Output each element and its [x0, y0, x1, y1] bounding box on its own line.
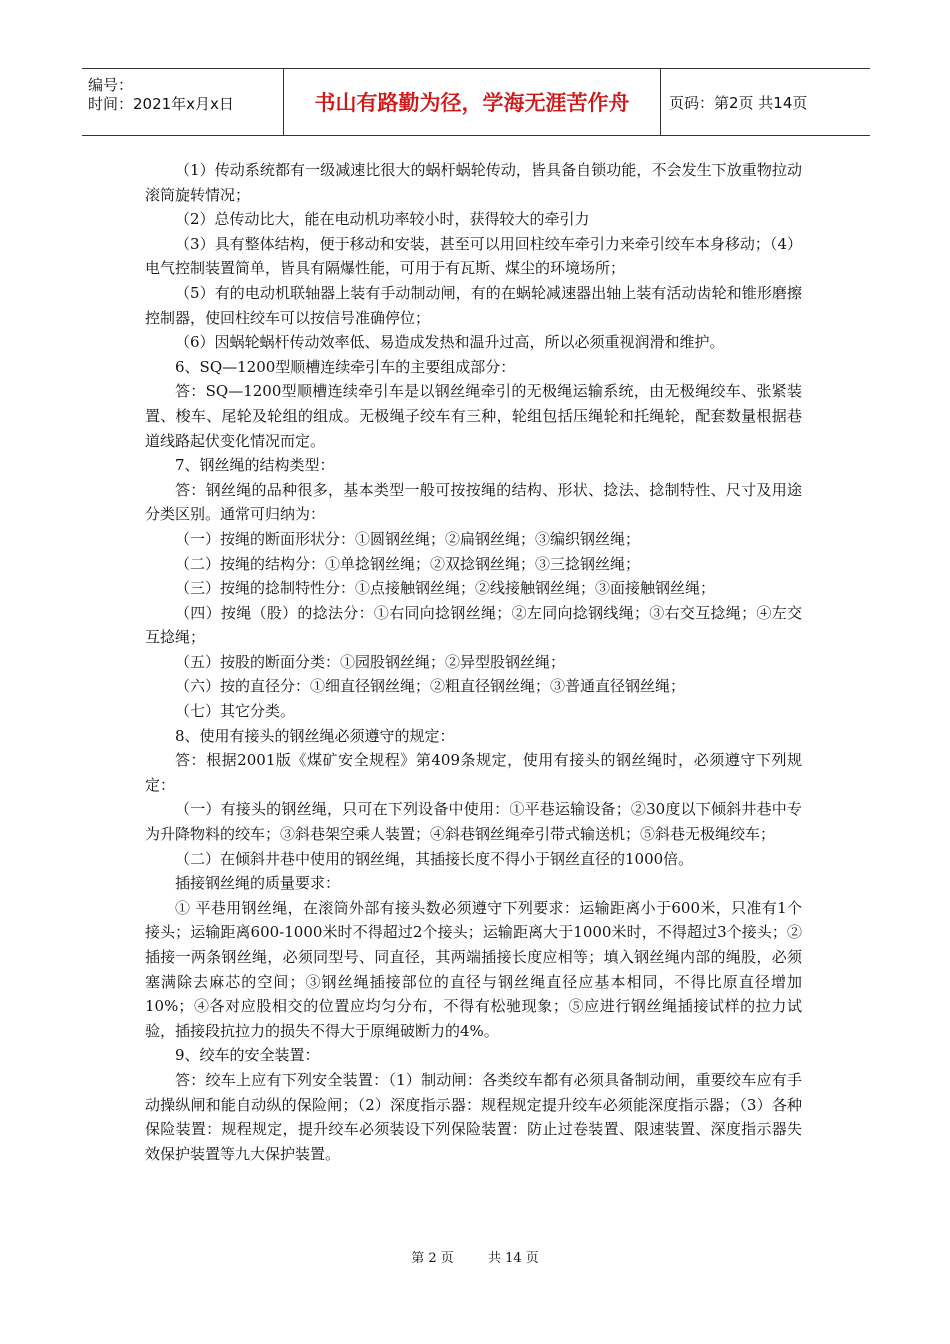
- header-page-info: [661, 69, 870, 135]
- body-paragraph: 9、绞车的安全装置：: [175, 1046, 320, 1065]
- body-paragraph: 答：SQ—1200型顺槽连续牵引车是以钢丝绳牵引的无极绳运输系统，由无极绳绞车、张紧装置、梭车、尾轮及轮组的组成。无极绳子绞车有三种，轮组包括压绳轮和托绳轮，配套数量根据巷道线路起伏变化情况而定。: [145, 382, 802, 450]
- body-paragraph: （2）总传动比大，能在电动机功率较小时，获得较大的牵引力: [175, 210, 590, 229]
- body-paragraph: 8、使用有接头的钢丝绳必须遵守的规定：: [175, 726, 455, 745]
- body-paragraph: （一）按绳的断面形状分：①圆钢丝绳；②扁钢丝绳；③编织钢丝绳；: [175, 529, 641, 548]
- header-motto: [284, 69, 661, 135]
- document-body: [145, 158, 802, 1166]
- body-paragraph: 答：绞车上应有下列安全装置：（1）制动闸：各类绞车都有必须具备制动闸，重要绞车应有手动操纵闸和能自动纵的保险闸；（2）深度指示器：规程规定提升绞车必须能深度指示器；（3）各种保险装置：规程规定，提升绞车必须装设下列保险装置：防止过卷装置、限速装置、深度指示器失效保护装置等九大保护装置。: [145, 1070, 802, 1163]
- footer-page-total: 共 14 页: [487, 1251, 539, 1266]
- body-paragraph: （二）在倾斜井巷中使用的钢丝绳，其插接长度不得小于钢丝直径的1000倍。: [175, 849, 694, 868]
- body-paragraph: （四）按绳（股）的捻法分：①右同向捻钢丝绳；②左同向捻钢线绳；③右交互捻绳；④左交互捻绳；: [145, 603, 802, 647]
- document-number-label: 编号：: [88, 76, 134, 94]
- body-paragraph: 6、SQ—1200型顺槽连续牵引车的主要组成部分：: [175, 357, 516, 376]
- body-paragraph: （3）具有整体结构，便于移动和安装，甚至可以用回柱绞车牵引力来牵引绞车本身移动；（4）电气控制装置简单，皆具有隔爆性能，可用于有瓦斯、煤尘的环境场所；: [145, 234, 802, 278]
- body-paragraph: （七）其它分类。: [175, 702, 296, 721]
- body-paragraph: （5）有的电动机联轴器上装有手动制动闸，有的在蜗轮减速器出轴上装有活动齿轮和锥形磨擦控制器，使回柱绞车可以按信号准确停位；: [145, 283, 802, 327]
- body-paragraph: （五）按股的断面分类：①园股钢丝绳；②异型股钢丝绳；: [175, 652, 566, 671]
- body-paragraph: （六）按的直径分：①细直径钢丝绳；②粗直径钢丝绳；③普通直径钢丝绳；: [175, 677, 686, 696]
- footer-page-current: 第 2 页: [411, 1251, 454, 1266]
- body-paragraph: 7、钢丝绳的结构类型：: [175, 456, 335, 475]
- body-paragraph: （1）传动系统都有一级减速比很大的蜗杆蜗轮传动，皆具备自锁功能，不会发生下放重物拉动滚筒旋转情况；: [145, 161, 802, 204]
- body-paragraph: （一）有接头的钢丝绳，只可在下列设备中使用：①平巷运输设备；②30度以下倾斜井巷中专为升降物料的绞车；③斜巷架空乘人装置；④斜巷钢丝绳牵引带式输送机；⑤斜巷无极绳绞车；: [145, 800, 802, 844]
- body-paragraph: 答：根据2001版《煤矿安全规程》第409条规定，使用有接头的钢丝绳时，必须遵守下列规定：: [145, 751, 802, 794]
- header-meta: [82, 69, 284, 135]
- document-date: 时间：2021年x月x日: [88, 95, 234, 113]
- page-footer: [0, 1247, 950, 1266]
- motto-text: 书山有路勤为径，学海无涯苦作舟: [314, 91, 630, 115]
- page-header: [82, 68, 870, 136]
- body-paragraph: （三）按绳的捻制特性分：①点接触钢丝绳；②线接触钢丝绳；③面接触钢丝绳；: [175, 579, 716, 598]
- body-paragraph: 答：钢丝绳的品种很多，基本类型一般可按按绳的结构、形状、捻法、捻制特性、尺寸及用途分类区别。通常可归纳为：: [145, 480, 802, 524]
- body-paragraph: 插接钢丝绳的质量要求：: [175, 874, 341, 893]
- page-info-text: 页码：第2页 共14页: [669, 93, 808, 112]
- body-paragraph: ① 平巷用钢丝绳，在滚筒外部有接头数必须遵守下列要求：运输距离小于600米，只准有1个接头；运输距离600-1000米时不得超过2个接头；运输距离大于1000米时，不得超过3个接头；②插接一两条钢丝绳，必须同型号、同直径，其两端插接长度应相等；填入钢丝绳内部的绳股，必须塞满除去麻芯的空间；③钢丝绳插接部位的直径与钢丝绳直径应基本相同，不得比原直径增加10%；④各对应股相交的位置应均匀分布，不得有松驰现象；⑤应进行钢丝绳插接试样的拉力试验，插接段抗拉力的损失不得大于原绳破断力的4%。: [145, 898, 802, 1040]
- body-paragraph: （6）因蜗轮蜗杆传动效率低、易造成发热和温升过高，所以必须重视润滑和维护。: [175, 333, 725, 352]
- body-paragraph: （二）按绳的结构分：①单捻钢丝绳；②双捻钢丝绳；③三捻钢丝绳；: [175, 554, 641, 573]
